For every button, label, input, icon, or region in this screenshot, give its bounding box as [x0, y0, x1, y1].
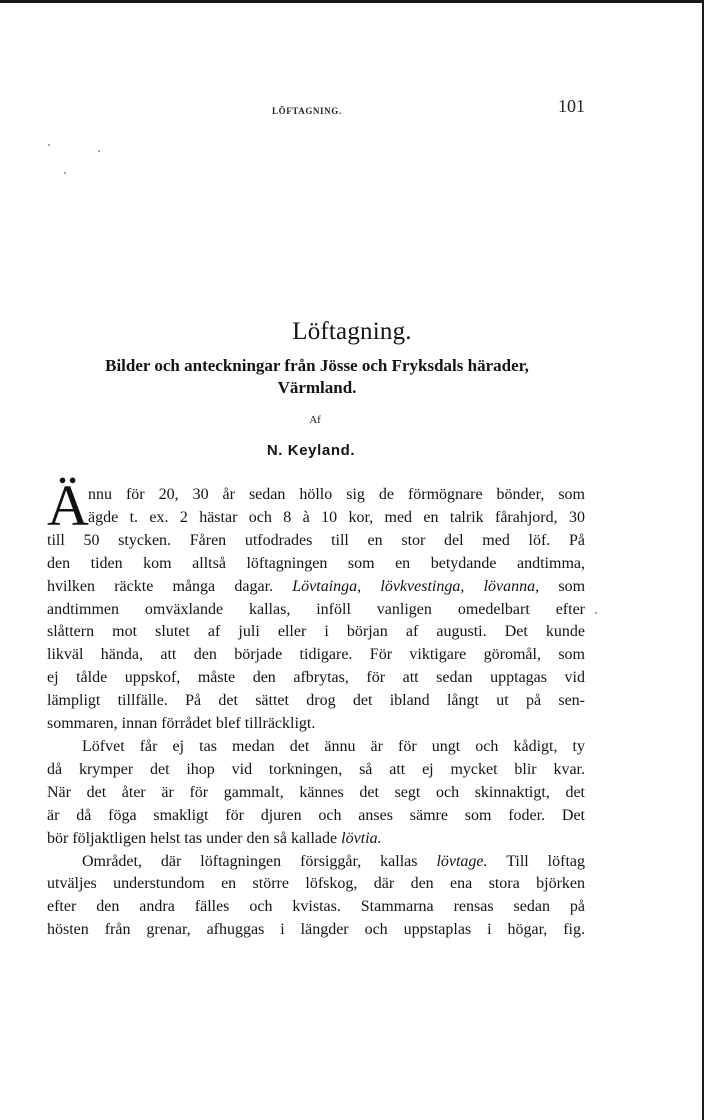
text-run: Området, där löftagningen försiggår, kallas [82, 852, 418, 870]
text-line: ej tålde uppskof, måste den afbrytas, för att sedan upptagas vid [47, 669, 585, 687]
text-line: Löfvet får ej tas medan det ännu är för ungt och kådigt, ty [82, 737, 585, 755]
text-line: nnu för 20, 30 år sedan höllo sig de förmögnare bönder, som [88, 486, 585, 503]
page-number: 101 [558, 96, 585, 116]
text-run: bör följaktligen helst tas under den så kallade [47, 829, 338, 847]
text-line: lämpligt tillfälle. På det sättet drog det ibland långt ut på sen- [47, 692, 585, 710]
text-line: är då föga smakligt för djuren och anses sämre som foder. Det [47, 806, 585, 824]
drop-cap: Ä [47, 473, 89, 538]
print-speck [98, 150, 100, 152]
text-line: likväl hända, att den började tidigare. För viktigare göromål, som [47, 646, 585, 664]
text-line: andtimmen omväxlande kallas, inföll vanligen omedelbart efter [47, 600, 585, 618]
text-run: som [558, 577, 586, 595]
text-line: hösten från grenar, afhuggas i längder och uppstaplas i högar, fig. [47, 921, 585, 939]
italic-term: lövtage. [436, 852, 488, 870]
text-line: till 50 stycken. Fåren utfodrades till en stor del med löf. På [47, 531, 585, 549]
print-speck [48, 144, 50, 146]
byline-af: Af [309, 414, 321, 426]
text-line [47, 828, 585, 851]
text-line: sommaren, innan förrådet blef tillräckligt. [47, 715, 316, 733]
text-line: den tiden kom alltså löftagningen som en betydande andtimma, [47, 554, 585, 572]
page-top-edge [0, 0, 704, 3]
text-line: ägde t. ex. 2 hästar och 8 à 10 kor, med en talrik fårahjord, 30 [88, 508, 585, 526]
text-line: slåttern mot slutet af juli eller i början af augusti. Det kunde [47, 623, 585, 641]
text-run: hvilken räckte många dagar. [47, 577, 274, 595]
print-speck [595, 612, 597, 614]
text-line [47, 576, 585, 599]
text-line: efter den andra fälles och kvistas. Stammarna rensas sedan på [47, 898, 585, 916]
italic-terms: Lövtainga, lövkvestinga, lövanna, [292, 577, 540, 595]
print-speck [64, 172, 66, 174]
article-title: Löftagning. [292, 318, 412, 345]
text-line: utväljes understundom en större löfskog, där den ena stora björken [47, 875, 585, 893]
article-subtitle [47, 355, 587, 399]
text-line: då krymper det ihop vid torkningen, så att ej mycket blir kvar. [47, 760, 585, 778]
body-text [47, 484, 585, 942]
running-head: LÖFTAGNING. [272, 106, 342, 116]
subtitle-line-1: Bilder och anteckningar från Jösse och Fryksdals härader, [105, 356, 529, 375]
subtitle-line-2: Värmland. [277, 378, 357, 397]
italic-term: lövtia. [341, 829, 382, 847]
author-name: N. Keyland. [266, 442, 356, 459]
text-line: När det åter är för gammalt, kännes det segt och skinnaktigt, det [47, 783, 585, 801]
text-line [47, 851, 585, 874]
text-run: Till löftag [506, 852, 585, 870]
